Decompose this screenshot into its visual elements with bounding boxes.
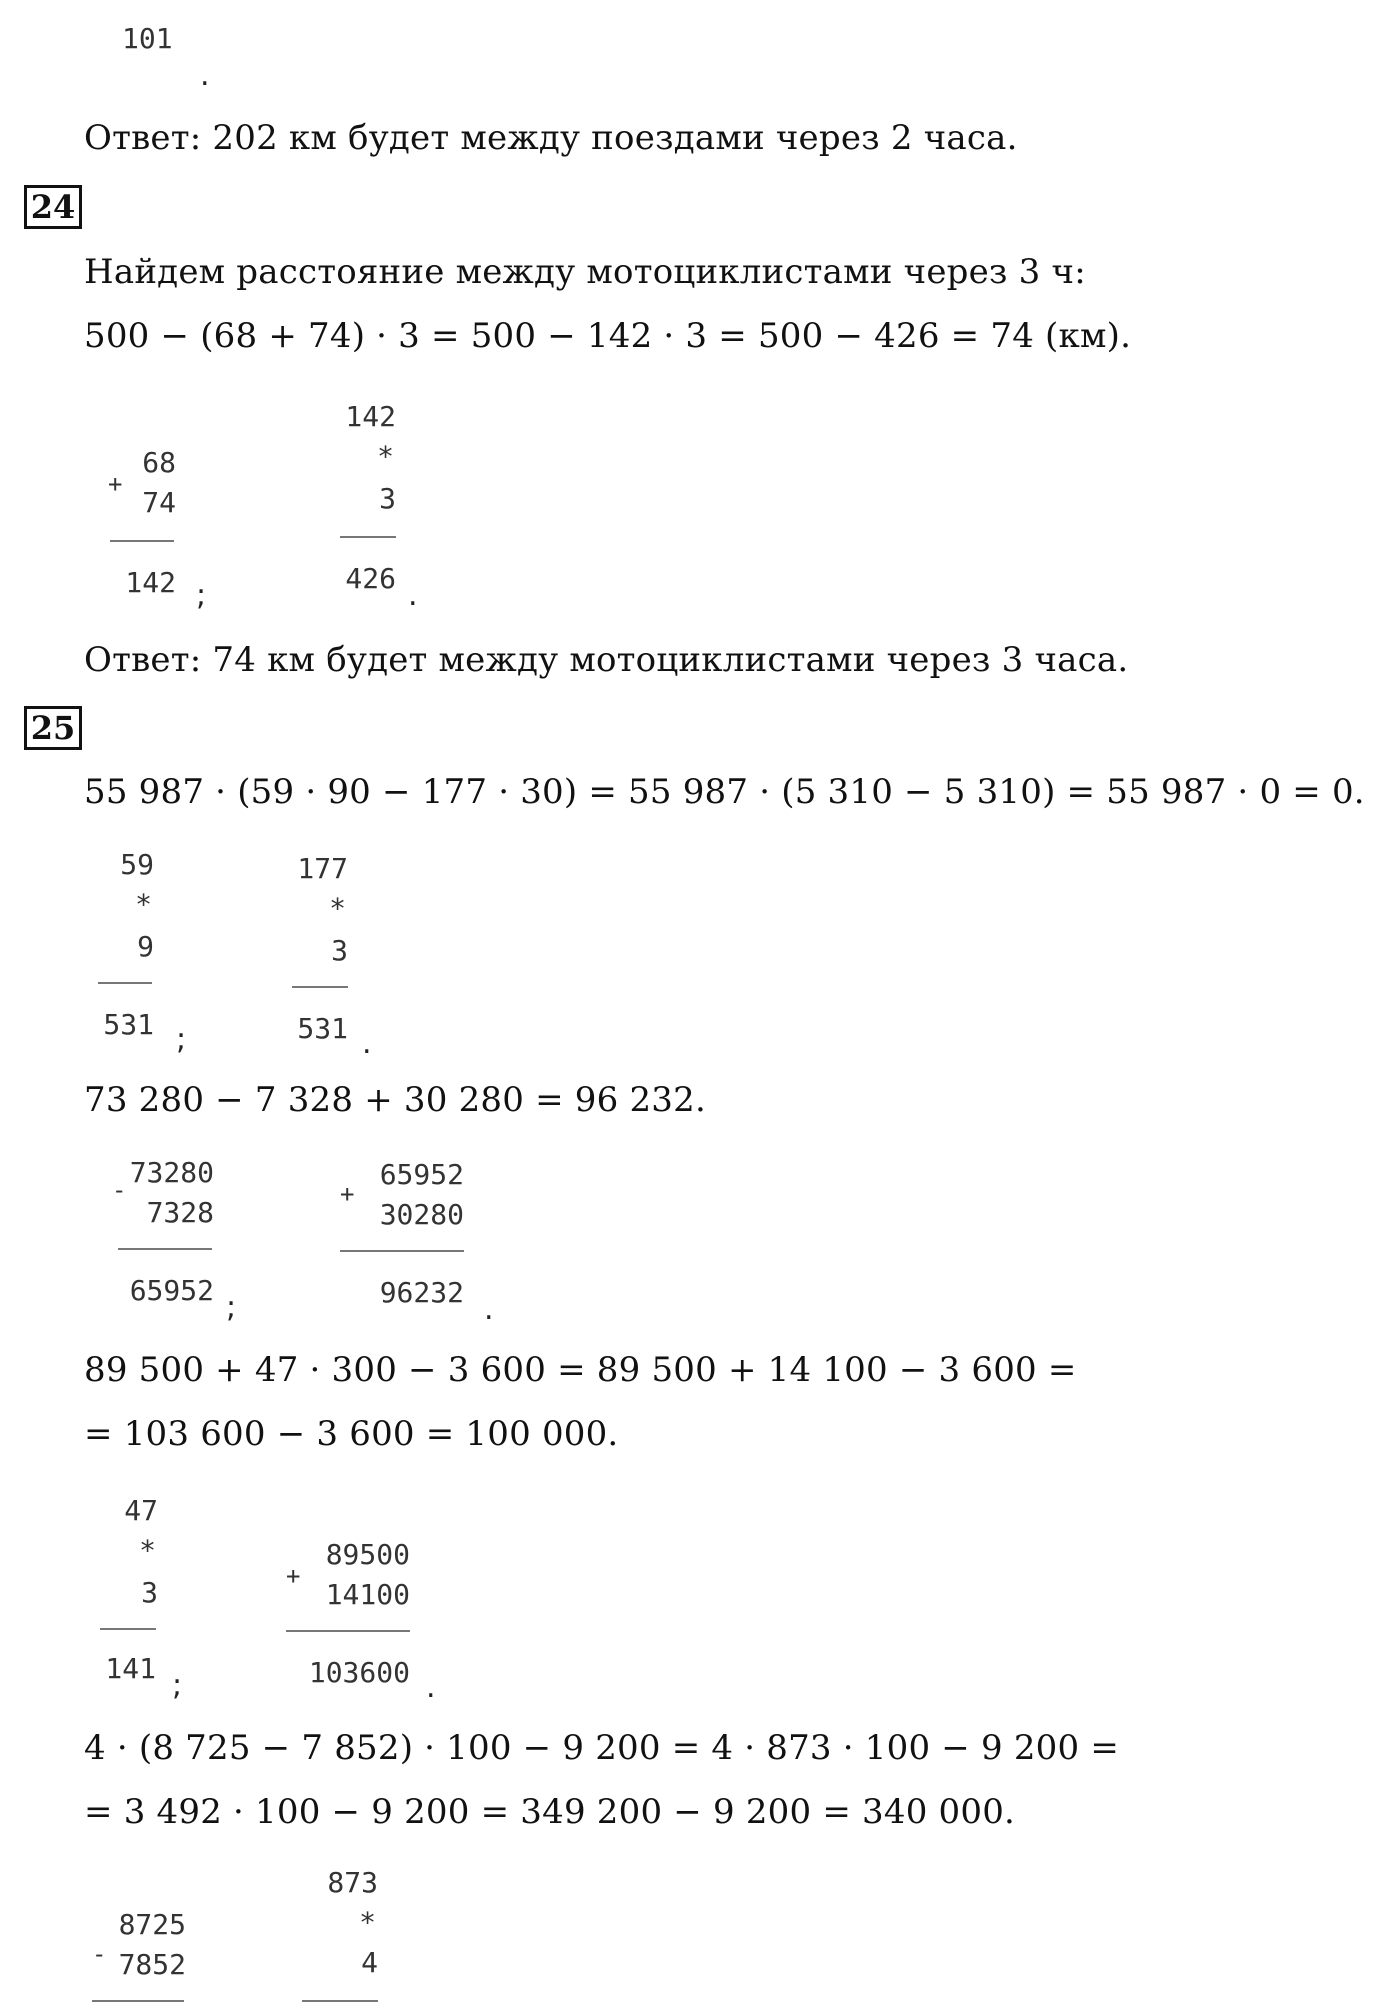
calc-operand-b: 3 <box>331 934 348 967</box>
calc-end: . <box>484 1292 494 1327</box>
calc-result: 103600 <box>308 1656 410 1689</box>
calc-operator: * <box>135 888 152 921</box>
calc-operand-b: 7328 <box>146 1196 214 1229</box>
task-24-intro: Найдем расстояние между мотоциклистами через 3 ч: <box>84 252 1086 292</box>
calc-operand-b: 74 <box>142 486 176 519</box>
calc-operand-a: 873 <box>327 1866 378 1899</box>
calc-operand-b: 30280 <box>379 1198 464 1231</box>
calc-operator: * <box>139 1534 156 1567</box>
prev-calc-result: 101 <box>122 22 173 55</box>
calc-operand-b: 9 <box>137 930 154 963</box>
prev-calc-end: . <box>200 58 210 93</box>
calc-end: ; <box>226 1290 237 1325</box>
calc-rule <box>110 540 174 542</box>
calc-rule <box>302 2000 378 2002</box>
calc-operator: * <box>329 892 346 925</box>
calc-rule <box>98 982 152 984</box>
calc-operand-a: 68 <box>142 446 176 479</box>
calc-result: 141 <box>105 1652 156 1685</box>
calc-operator: + <box>340 1180 355 1208</box>
calc-result: 531 <box>103 1008 154 1041</box>
calc-rule <box>286 1630 410 1632</box>
calc-result: 96232 <box>379 1276 464 1309</box>
calc-operator: - <box>112 1176 127 1204</box>
task-24-number: 24 <box>24 185 82 229</box>
calc-end: ; <box>172 1668 183 1703</box>
task-25-expression-4-line-1: 4 · (8 725 − 7 852) · 100 − 9 200 = 4 · 873 · 100 − 9 200 = <box>84 1728 1120 1768</box>
calc-result: 65952 <box>129 1274 214 1307</box>
task-25-number: 25 <box>24 706 82 750</box>
task-25-expression-2: 73 280 − 7 328 + 30 280 = 96 232. <box>84 1080 706 1120</box>
calc-rule <box>92 2000 184 2002</box>
calc-operand-a: 59 <box>120 848 154 881</box>
calc-operand-b: 3 <box>141 1576 158 1609</box>
calc-operator: * <box>359 1906 376 1939</box>
calc-end: . <box>362 1026 372 1061</box>
calc-operator: - <box>92 1940 107 1968</box>
calc-operand-b: 7852 <box>118 1948 186 1981</box>
prev-answer: Ответ: 202 км будет между поездами через 2 часа. <box>84 118 1018 158</box>
calc-result: 426 <box>345 562 396 595</box>
task-25-expression-3-line-1: 89 500 + 47 · 300 − 3 600 = 89 500 + 14 100 − 3 600 = <box>84 1350 1077 1390</box>
task-24-answer: Ответ: 74 км будет между мотоциклистами через 3 часа. <box>84 640 1129 680</box>
calc-operand-a: 8725 <box>118 1908 186 1941</box>
task-25-expression-1: 55 987 · (59 · 90 − 177 · 30) = 55 987 · (5 310 − 5 310) = 55 987 · 0 = 0. <box>84 772 1365 812</box>
calc-rule <box>292 986 348 988</box>
task-25-expression-4-line-2: = 3 492 · 100 − 9 200 = 349 200 − 9 200 = 340 000. <box>84 1792 1016 1832</box>
calc-end: ; <box>196 578 207 613</box>
calc-rule <box>340 1250 464 1252</box>
task-25-expression-3-line-2: = 103 600 − 3 600 = 100 000. <box>84 1414 619 1454</box>
calc-operand-a: 177 <box>297 852 348 885</box>
calc-operator: + <box>286 1562 301 1590</box>
calc-end: ; <box>176 1022 187 1057</box>
calc-operand-a: 89500 <box>325 1538 410 1571</box>
calc-operand-a: 142 <box>345 400 396 433</box>
calc-operator: * <box>377 440 394 473</box>
calc-end: . <box>426 1670 436 1705</box>
calc-end: . <box>408 578 418 613</box>
calc-rule <box>100 1628 156 1630</box>
calc-operator: + <box>108 470 123 498</box>
task-24-expression: 500 − (68 + 74) · 3 = 500 − 142 · 3 = 500 − 426 = 74 (км). <box>84 316 1132 356</box>
calc-operand-a: 73280 <box>129 1156 214 1189</box>
calc-operand-b: 3 <box>379 482 396 515</box>
calc-result: 142 <box>125 566 176 599</box>
calc-rule <box>118 1248 212 1250</box>
calc-operand-a: 47 <box>124 1494 158 1527</box>
calc-operand-b: 4 <box>361 1946 378 1979</box>
calc-operand-b: 14100 <box>325 1578 410 1611</box>
calc-rule <box>340 536 396 538</box>
calc-result: 531 <box>297 1012 348 1045</box>
calc-operand-a: 65952 <box>379 1158 464 1191</box>
